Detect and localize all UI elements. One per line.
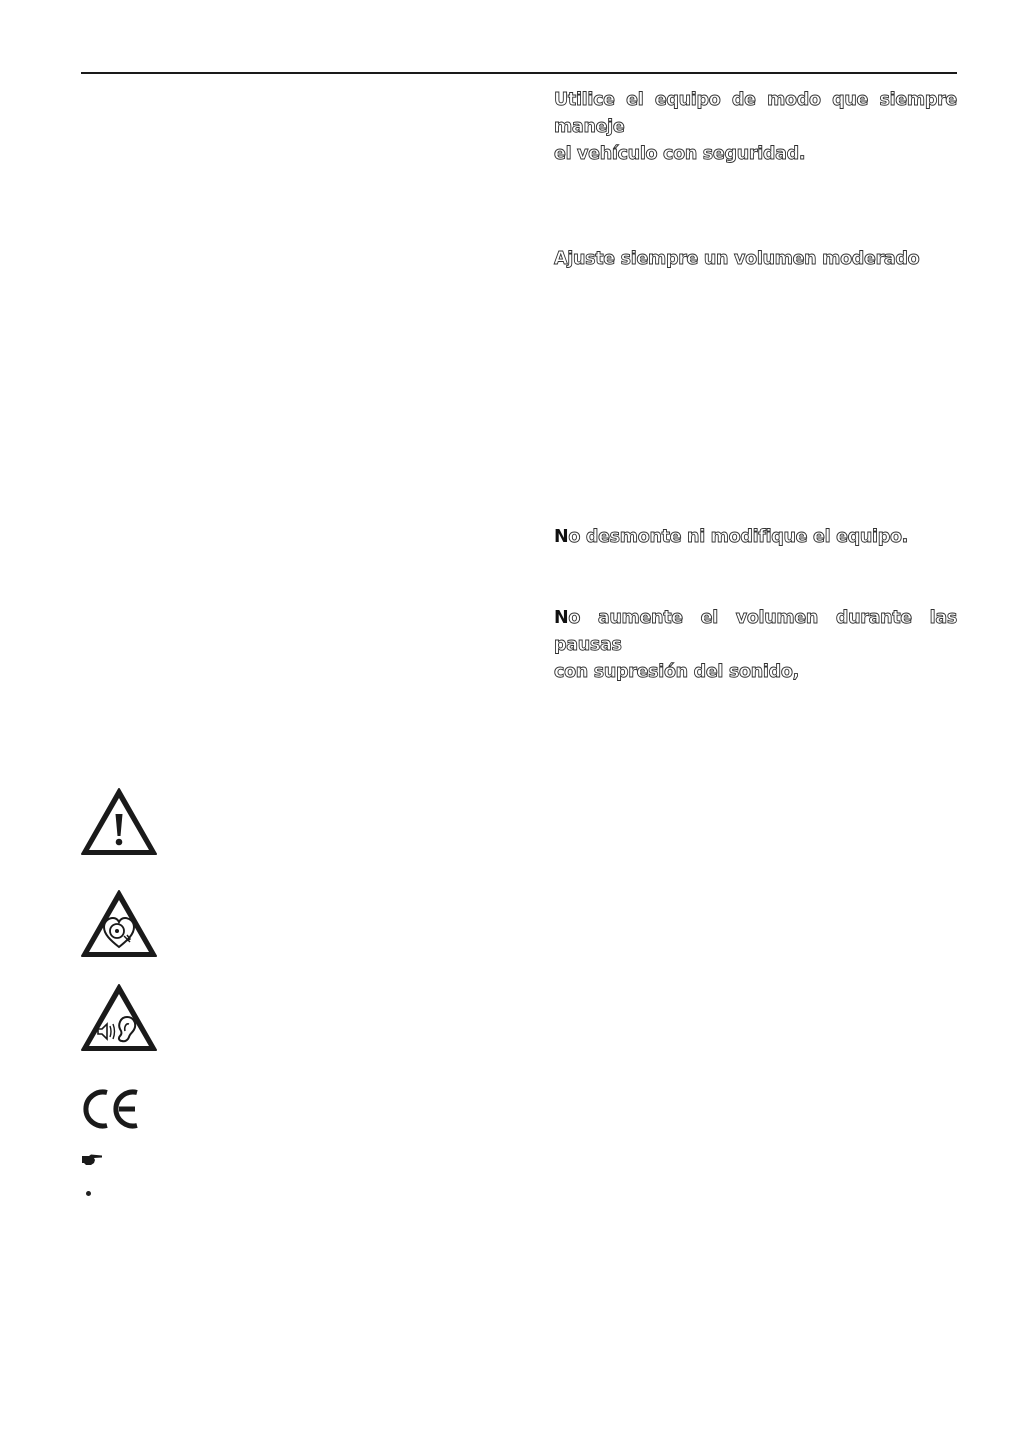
safety-text-disassemble-line1 bbox=[554, 524, 957, 551]
safety-text-drive bbox=[554, 87, 957, 168]
ce-mark-icon bbox=[81, 1088, 141, 1130]
safety-text-drive-line1: Utilice el equipo de modo que siempre maneje bbox=[554, 90, 957, 137]
safety-text-mute-line2: con supresión del sonido, bbox=[554, 662, 799, 682]
drop-cap: N bbox=[554, 527, 569, 547]
safety-text-volume-line1: Ajuste siempre un volumen moderado bbox=[554, 249, 920, 269]
safety-text-mute-line1 bbox=[554, 605, 957, 659]
drop-cap: N bbox=[554, 608, 569, 628]
safety-text-mute bbox=[554, 605, 957, 686]
laser-product-icon bbox=[80, 889, 158, 958]
safety-text-drive-line2: el vehículo con seguridad. bbox=[554, 144, 806, 164]
safety-text-disassemble-rest: o desmonte ni modifique el equipo. bbox=[568, 527, 909, 547]
warning-triangle-icon bbox=[80, 787, 158, 856]
pointing-hand-icon bbox=[81, 1154, 103, 1166]
safety-text-volume bbox=[554, 246, 957, 273]
top-rule bbox=[81, 72, 957, 74]
safety-text-mute-rest: o aumente el volumen durante las pausas bbox=[554, 608, 957, 655]
hearing-hazard-icon bbox=[80, 983, 158, 1052]
safety-text-disassemble bbox=[554, 524, 957, 551]
list-bullet bbox=[86, 1191, 91, 1196]
